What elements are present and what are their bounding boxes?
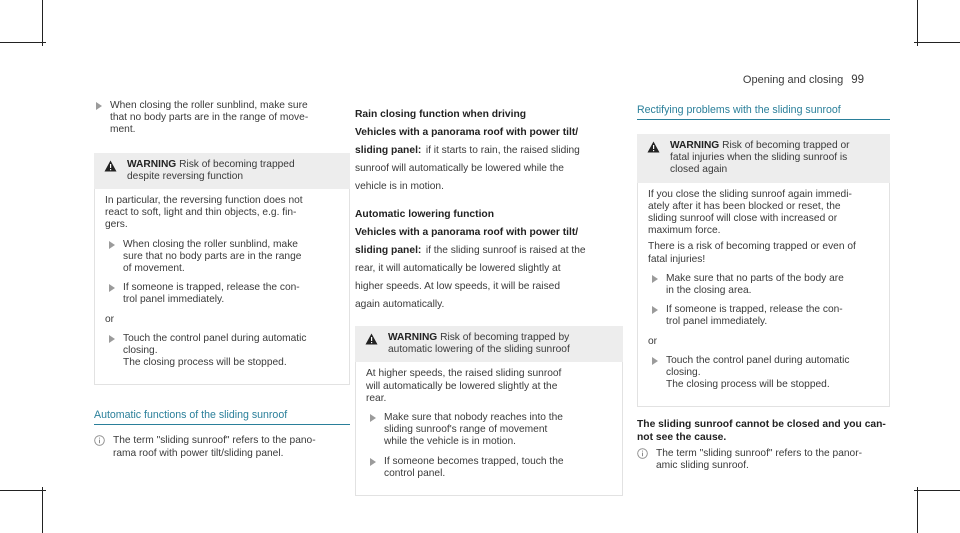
section-title: Rectifying problems with the sliding sunroof	[637, 104, 890, 120]
warning-label: WARNING	[670, 140, 720, 151]
warning-paragraph: If you close the sliding sunroof again immedi- ately after it has been blocked or reset, the sliding sunroof will close with increased or maximum force.	[648, 188, 852, 237]
step-arrow-icon	[652, 306, 658, 314]
warning-paragraph: There is a risk of becoming trapped or even of fatal injuries!	[648, 241, 856, 265]
instruction-step: If someone is trapped, release the con- trol panel immediately.	[109, 282, 341, 306]
warning-body	[637, 183, 890, 408]
warning-box	[94, 153, 350, 386]
crop-mark	[917, 487, 918, 533]
step-arrow-icon	[96, 102, 102, 110]
instruction-step: Make sure that no parts of the body are in the closing area.	[652, 273, 881, 297]
warning-box	[637, 134, 890, 407]
warning-triangle-icon	[104, 160, 117, 183]
section-name: Opening and closing	[742, 74, 844, 86]
warning-label: WARNING	[388, 332, 438, 343]
instruction-step: Touch the control panel during automatic closing. The closing process will be stopped.	[109, 333, 341, 370]
info-note: The term "sliding sunroof" refers to the pano- rama roof with power tilt/sliding panel.	[94, 435, 350, 459]
or-label: or	[648, 335, 658, 347]
warning-header	[637, 134, 890, 183]
step-arrow-icon	[109, 284, 115, 292]
column-left	[94, 100, 350, 460]
page-header	[743, 74, 864, 86]
rain-closing-block	[355, 104, 623, 194]
instruction-step: When closing the roller sunblind, make sure that no body parts are in the range of move- ment.	[96, 100, 350, 137]
block-text: if the sliding sunroof is raised at the rear, it will automatically be lowered slightly at higher speeds. At low speeds, it will be raised again automatically.	[355, 245, 586, 310]
info-icon	[94, 435, 105, 459]
step-arrow-icon	[109, 241, 115, 249]
warning-box	[355, 326, 623, 496]
page-number: 99	[851, 74, 864, 86]
warning-paragraph: At higher speeds, the raised sliding sunroof will automatically be lowered slightly at the rear.	[366, 368, 562, 404]
block-heading: Rain closing function when driving Vehicles with a panorama roof with power tilt/ sliding panel:	[355, 109, 579, 156]
warning-body	[94, 189, 350, 385]
crop-mark	[42, 0, 43, 46]
auto-lowering-block	[355, 204, 623, 312]
step-arrow-icon	[109, 335, 115, 343]
crop-mark	[914, 490, 960, 491]
warning-header	[355, 326, 623, 362]
block-heading: Automatic lowering function Vehicles with a panorama roof with power tilt/ sliding panel:	[355, 209, 579, 256]
step-arrow-icon	[370, 458, 376, 466]
warning-header	[94, 153, 350, 189]
warning-text: Risk of becoming trapped by automatic lowering of the sliding sunroof	[388, 332, 570, 356]
crop-mark	[0, 42, 46, 43]
step-arrow-icon	[652, 357, 658, 365]
instruction-step: If someone becomes trapped, touch the control panel.	[370, 456, 614, 480]
instruction-step: If someone is trapped, release the con- trol panel immediately.	[652, 304, 881, 328]
problem-heading: The sliding sunroof cannot be closed and you can- not see the cause.	[637, 419, 886, 443]
crop-mark	[917, 0, 918, 46]
warning-text: Risk of becoming trapped despite reversing function	[127, 158, 295, 182]
step-arrow-icon	[370, 414, 376, 422]
instruction-step: Touch the control panel during automatic closing. The closing process will be stopped.	[652, 355, 881, 392]
column-right	[637, 104, 890, 472]
column-middle	[355, 104, 623, 496]
step-arrow-icon	[652, 275, 658, 283]
or-label: or	[105, 313, 115, 325]
warning-body	[355, 362, 623, 496]
block-text: if it starts to rain, the raised sliding sunroof will automatically be lowered while the vehicle is in motion.	[355, 145, 580, 192]
warning-label: WARNING	[127, 158, 177, 170]
crop-mark	[0, 490, 46, 491]
warning-text: Risk of becoming trapped or fatal injuries when the sliding sunroof is closed again	[670, 140, 850, 176]
section-title: Automatic functions of the sliding sunroof	[94, 409, 350, 425]
warning-paragraph: In particular, the reversing function does not react to soft, light and thin objects, e.g. fin- gers.	[105, 195, 303, 231]
instruction-step: Make sure that nobody reaches into the sliding sunroof's range of movement while the vehicle is in motion.	[370, 412, 614, 449]
instruction-step: When closing the roller sunblind, make sure that no body parts are in the range of movement.	[109, 239, 341, 276]
warning-triangle-icon	[647, 141, 660, 177]
info-icon	[637, 448, 648, 472]
warning-triangle-icon	[365, 333, 378, 356]
info-note: The term "sliding sunroof" refers to the panor- amic sliding sunroof.	[637, 448, 890, 472]
crop-mark	[914, 42, 960, 43]
crop-mark	[42, 487, 43, 533]
